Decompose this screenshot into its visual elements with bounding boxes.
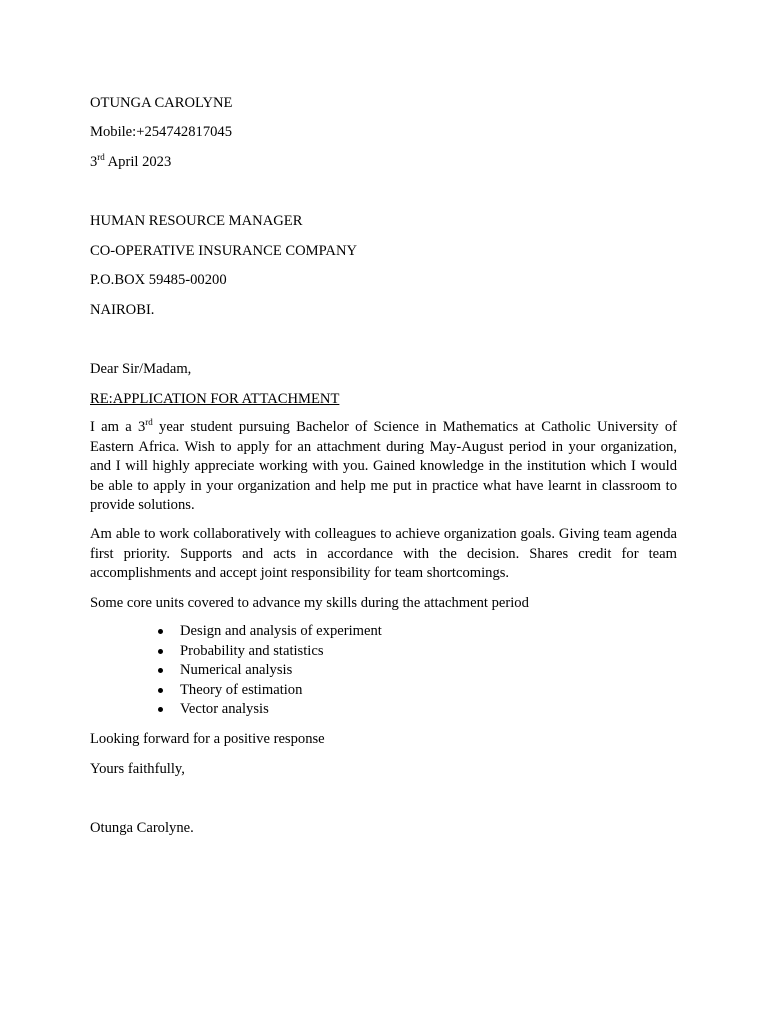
recipient-title: HUMAN RESOURCE MANAGER [90,213,303,229]
body-paragraph-1 [90,418,677,516]
sender-mobile: Mobile:+254742817045 [90,124,233,140]
body-paragraph-2: Am able to work collaboratively with colleagues to achieve organization goals. Giving team agenda first priority. Supports and acts in accordance with the decision. Shares credit for team accomplishments and accept joint responsibility for team shortcomings. [90,526,677,581]
p1-rest: year student pursuing Bachelor of Science in Mathematics at Catholic University of Eastern Africa. Wish to apply for an attachment during May-August period in your organization, and I will highly appreciate working with you. Gained knowledge in the institution which I would be able to apply in your organization and help me put in practice what have learnt in classroom to provide solutions. [90,419,677,513]
body-paragraph-3: Some core units covered to advance my skills during the attachment period [90,595,529,611]
bullet-icon [158,629,163,634]
bullet-icon [158,688,163,693]
recipient-box: P.O.BOX 59485-00200 [90,272,227,288]
unit-label: Vector analysis [180,701,269,717]
unit-label: Design and analysis of experiment [180,623,382,639]
list-item [90,681,677,701]
list-item [90,622,677,642]
p1-start: I am a 3 [90,419,146,435]
list-item [90,642,677,662]
core-units-list [90,622,677,720]
list-item [90,700,677,720]
unit-label: Numerical analysis [180,662,293,678]
recipient-city: NAIROBI. [90,302,155,318]
recipient-company: CO-OPERATIVE INSURANCE COMPANY [90,243,358,259]
signature-name: Otunga Carolyne. [90,820,194,836]
unit-label: Theory of estimation [180,681,303,698]
subject-line: RE:APPLICATION FOR ATTACHMENT [90,391,340,407]
bullet-icon [158,649,163,654]
bullet-icon [158,707,163,712]
sender-name: OTUNGA CAROLYNE [90,95,233,111]
salutation: Dear Sir/Madam, [90,361,192,377]
date-rest: April 2023 [104,154,172,170]
date-suffix: rd [97,152,105,162]
signoff: Yours faithfully, [90,761,185,777]
letter-date [90,153,171,171]
closing-line: Looking forward for a positive response [90,731,325,747]
list-item [90,661,677,681]
p1-suffix: rd [145,417,153,427]
date-day: 3 [90,154,98,170]
unit-label: Probability and statistics [180,642,324,659]
bullet-icon [158,668,163,673]
